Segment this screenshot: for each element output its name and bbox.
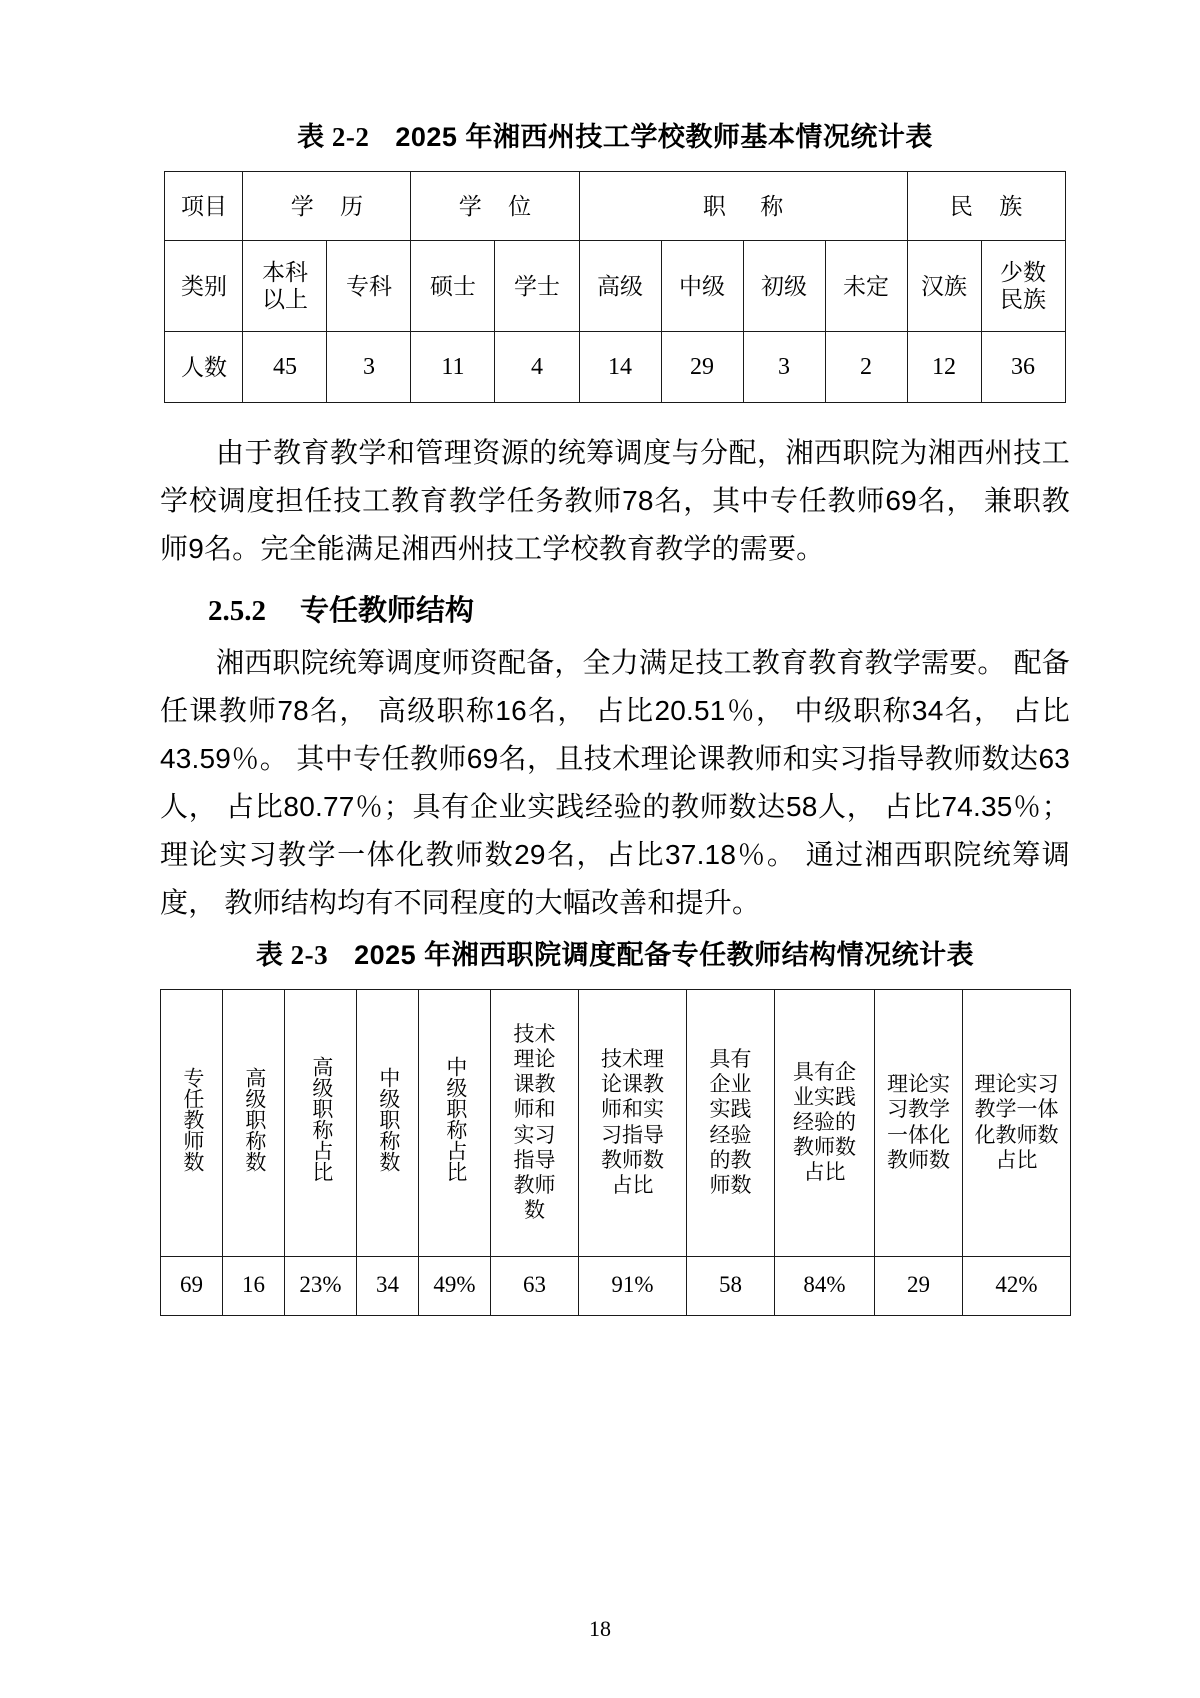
table-cell: 91%	[579, 1256, 687, 1315]
table-2-3-header-7: 具有企业实践经验的教师数	[687, 989, 775, 1256]
table-cell: 14	[579, 332, 661, 403]
table-cell: 29	[661, 332, 743, 403]
table-cell: 11	[411, 332, 495, 403]
table-2-2-subheader-college: 专科	[327, 241, 411, 332]
table-2-3-header-2: 高级职称占比	[285, 989, 357, 1256]
table-row	[161, 989, 1071, 1256]
table-2-2-header-education: 学 历	[243, 172, 411, 241]
table-cell: 29	[875, 1256, 963, 1315]
section-title: 专任教师结构	[300, 594, 475, 627]
table-cell: 36	[981, 332, 1065, 403]
table-cell: 12	[907, 332, 981, 403]
table-2-2-header-ethnicity: 民 族	[907, 172, 1065, 241]
table-2-3-header-10: 理论实习教学一体化教师数占比	[963, 989, 1071, 1256]
table-2-3-header-6: 技术理论课教师和实习指导教师数占比	[579, 989, 687, 1256]
table-2-3-header-5: 技术理论课教师和实习指导教师数	[491, 989, 579, 1256]
table-cell: 45	[243, 332, 327, 403]
table-cell: 42%	[963, 1256, 1071, 1315]
table-2-2-subheader-han: 汉族	[907, 241, 981, 332]
table-2-2-header-title: 职 称	[579, 172, 907, 241]
table-2-2-caption-title: 2025 年湘西州技工学校教师基本情况统计表	[395, 122, 933, 152]
table-cell: 69	[161, 1256, 223, 1315]
table-row	[165, 332, 1065, 403]
table-cell: 3	[327, 332, 411, 403]
table-2-2-subheader-junior: 初级	[743, 241, 825, 332]
paragraph-teacher-allocation: 由于教育教学和管理资源的统筹调度与分配，湘西职院为湘西州技工学校调度担任技工教育教学任务教师78名，其中专任教师69名， 兼职教师9名。完全能满足湘西州技工学校教育教学的需要。	[160, 437, 1070, 565]
table-cell: 84%	[775, 1256, 875, 1315]
table-2-3-caption	[160, 938, 1070, 973]
page-number: 18	[589, 1616, 611, 1641]
table-cell: 63	[491, 1256, 579, 1315]
table-2-2-subheader-undetermined: 未定	[825, 241, 907, 332]
table-2-2-subheader-master: 硕士	[411, 241, 495, 332]
table-row	[165, 172, 1065, 241]
table-2-2-subheader-minority: 少数民族	[981, 241, 1065, 332]
table-row	[165, 241, 1065, 332]
table-cell: 3	[743, 332, 825, 403]
table-cell: 34	[357, 1256, 419, 1315]
table-cell: 16	[223, 1256, 285, 1315]
table-2-2-header-degree: 学 位	[411, 172, 579, 241]
table-2-3-header-3: 中级职称数	[357, 989, 419, 1256]
table-row	[161, 1256, 1071, 1315]
table-cell: 23%	[285, 1256, 357, 1315]
table-2-3-header-9: 理论实习教学一体化教师数	[875, 989, 963, 1256]
table-2-3-header-4: 中级职称占比	[419, 989, 491, 1256]
section-heading-2-5-2	[160, 588, 1070, 629]
table-2-2-row-label: 人数	[165, 332, 243, 403]
paragraph-teacher-structure: 湘西职院统筹调度师资配备，全力满足技工教育教育教学需要。 配备任课教师78名， 高级职称16名， 占比20.51％， 中级职称34名， 占比43.59％。 其中专任教师69名，且技术理论课教师和实习指导教师数达63人， 占比80.77％；具有企业实践经验的教师数达58人， 占比74.35％；理论实习教学一体化教师数29名，占比37.18％。 通过湘西职院统筹调度， 教师结构均有不同程度的大幅改善和提升。	[160, 646, 1070, 919]
table-2-2-subheader-category: 类别	[165, 241, 243, 332]
table-2-2-caption	[160, 120, 1070, 155]
table-2-3-caption-title: 2025 年湘西职院调度配备专任教师结构情况统计表	[354, 939, 975, 970]
table-2-2-subheader-senior: 高级	[579, 241, 661, 332]
table-2-3-caption-label: 表 2-3	[255, 939, 329, 970]
table-2-2-subheader-middle: 中级	[661, 241, 743, 332]
table-2-2-header-item: 项目	[165, 172, 243, 241]
section-number: 2.5.2	[208, 594, 266, 627]
table-2-2-caption-label: 表 2-2	[297, 122, 370, 152]
table-cell: 2	[825, 332, 907, 403]
table-2-3-header-0: 专任教师数	[161, 989, 223, 1256]
table-2-3	[160, 989, 1071, 1316]
table-2-2-subheader-bachelor: 学士	[495, 241, 579, 332]
table-2-3-header-8: 具有企业实践经验的教师数占比	[775, 989, 875, 1256]
table-2-2-subheader-bachelor-up: 本科以上	[243, 241, 327, 332]
table-cell: 58	[687, 1256, 775, 1315]
table-cell: 4	[495, 332, 579, 403]
table-cell: 49%	[419, 1256, 491, 1315]
table-2-3-header-1: 高级职称数	[223, 989, 285, 1256]
table-2-2	[164, 171, 1065, 403]
